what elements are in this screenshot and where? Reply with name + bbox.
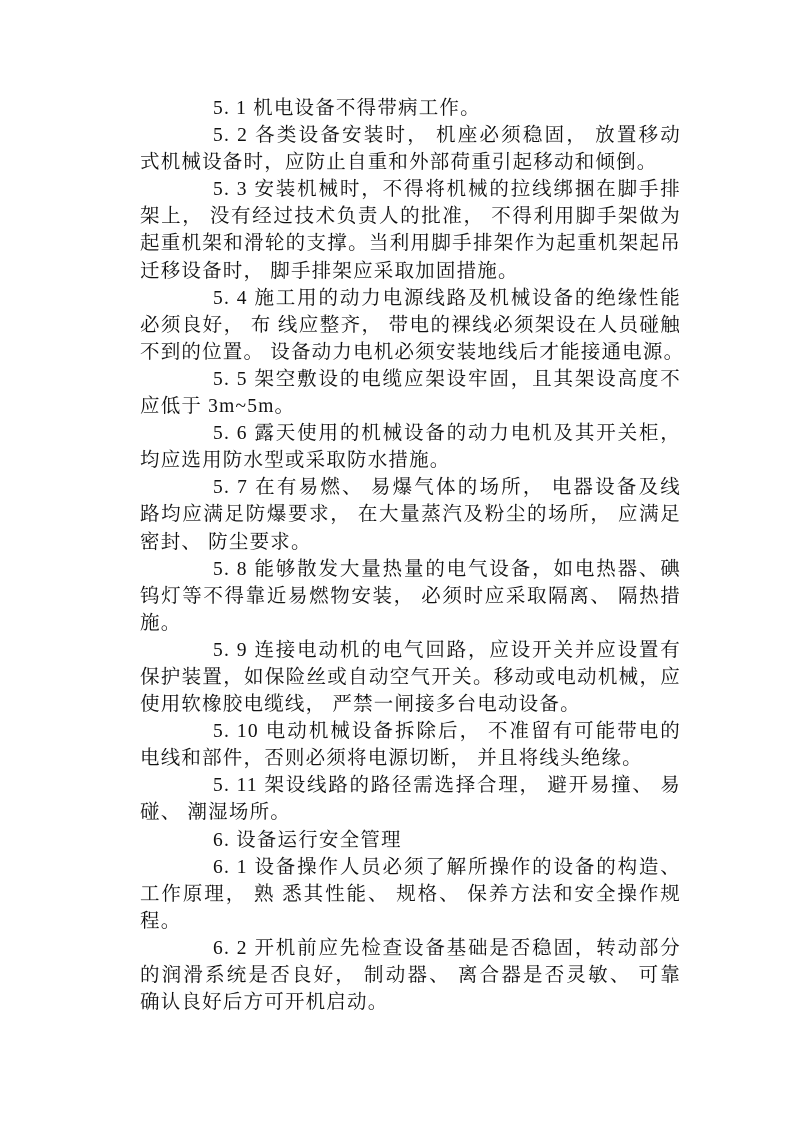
text-line: 不到的位置。 设备动力电机必须安装地线后才能接通电源。 [140,341,685,363]
text-line: 使用软橡胶电缆线， 严禁一闸接多台电动设备。 [140,694,581,716]
paragraph-first-line: 5. 2 各类设备安装时， 机座必须稳固， 放置移动 [213,125,681,147]
text-line: 工作原理， 熟 悉其性能、 规格、 保养方法和安全操作规 [140,883,681,905]
document-body [140,95,685,1016]
text-line: 确认良好后方可开机启动。 [140,992,389,1014]
text-line: 电线和部件，否则必须将电源切断， 并且将线头绝缘。 [140,748,643,770]
text-line: 均应选用防水型或采取防水措施。 [140,450,451,472]
paragraph-first-line: 5. 5 架空敷设的电缆应架设牢固，且其架设高度不 [213,368,681,390]
paragraph-first-line: 5. 10 电动机械设备拆除后， 不准留有可能带电的 [213,721,681,743]
text-line: 碰、 潮湿场所。 [140,802,291,824]
text-line: 应低于 3m~5m。 [140,396,296,418]
paragraph-first-line: 6. 设备运行安全管理 [213,829,402,851]
paragraph-first-line: 6. 1 设备操作人员必须了解所操作的设备的构造、 [213,856,681,878]
text-line: 路均应满足防爆要求， 在大量蒸汽及粉尘的场所， 应满足 [140,504,681,526]
text-line: 保护装置，如保险丝或自动空气开关。移动或电动机械，应 [140,666,681,688]
text-line: 的润滑系统是否良好， 制动器、 离合器是否灵敏、 可靠 [140,965,681,986]
text-line: 起重机架和滑轮的支撑。当利用脚手排架作为起重机架起吊 [140,233,681,255]
text-line: 施。 [140,612,182,634]
text-line: 密封、 防尘要求。 [140,531,312,553]
text-line: 必须良好， 布 线应整齐， 带电的裸线必须架设在人员碰触 [140,314,681,336]
text-line: 钨灯等不得靠近易燃物安装， 必须时应采取隔离、 隔热措 [140,585,681,607]
paragraph-first-line: 5. 4 施工用的动力电源线路及机械设备的绝缘性能 [213,287,681,309]
paragraph-first-line: 5. 9 连接电动机的电气回路，应设开关并应设置有 [213,639,681,661]
paragraph-first-line: 5. 8 能够散发大量热量的电气设备，如电热器、碘 [213,558,681,580]
paragraph-first-line: 5. 7 在有易燃、 易爆气体的场所， 电器设备及线 [213,477,681,499]
paragraph-first-line: 5. 11 架设线路的路径需选择合理， 避开易撞、 易 [213,775,681,797]
paragraph-first-line: 5. 3 安装机械时，不得将机械的拉线绑捆在脚手排 [213,179,681,201]
paragraph-first-line: 5. 6 露天使用的机械设备的动力电机及其开关柜， [213,423,681,445]
text-line: 架上， 没有经过技术负责人的批准， 不得利用脚手架做为 [140,206,681,228]
paragraph-first-line: 5. 1 机电设备不得带病工作。 [213,98,481,119]
paragraph-first-line: 6. 2 开机前应先检查设备基础是否稳固，转动部分 [213,937,681,959]
text-line: 程。 [140,910,182,932]
text-line: 迁移设备时， 脚手排架应采取加固措施。 [140,260,519,282]
text-line: 式机械设备时，应防止自重和外部荷重引起移动和倾倒。 [140,152,658,174]
